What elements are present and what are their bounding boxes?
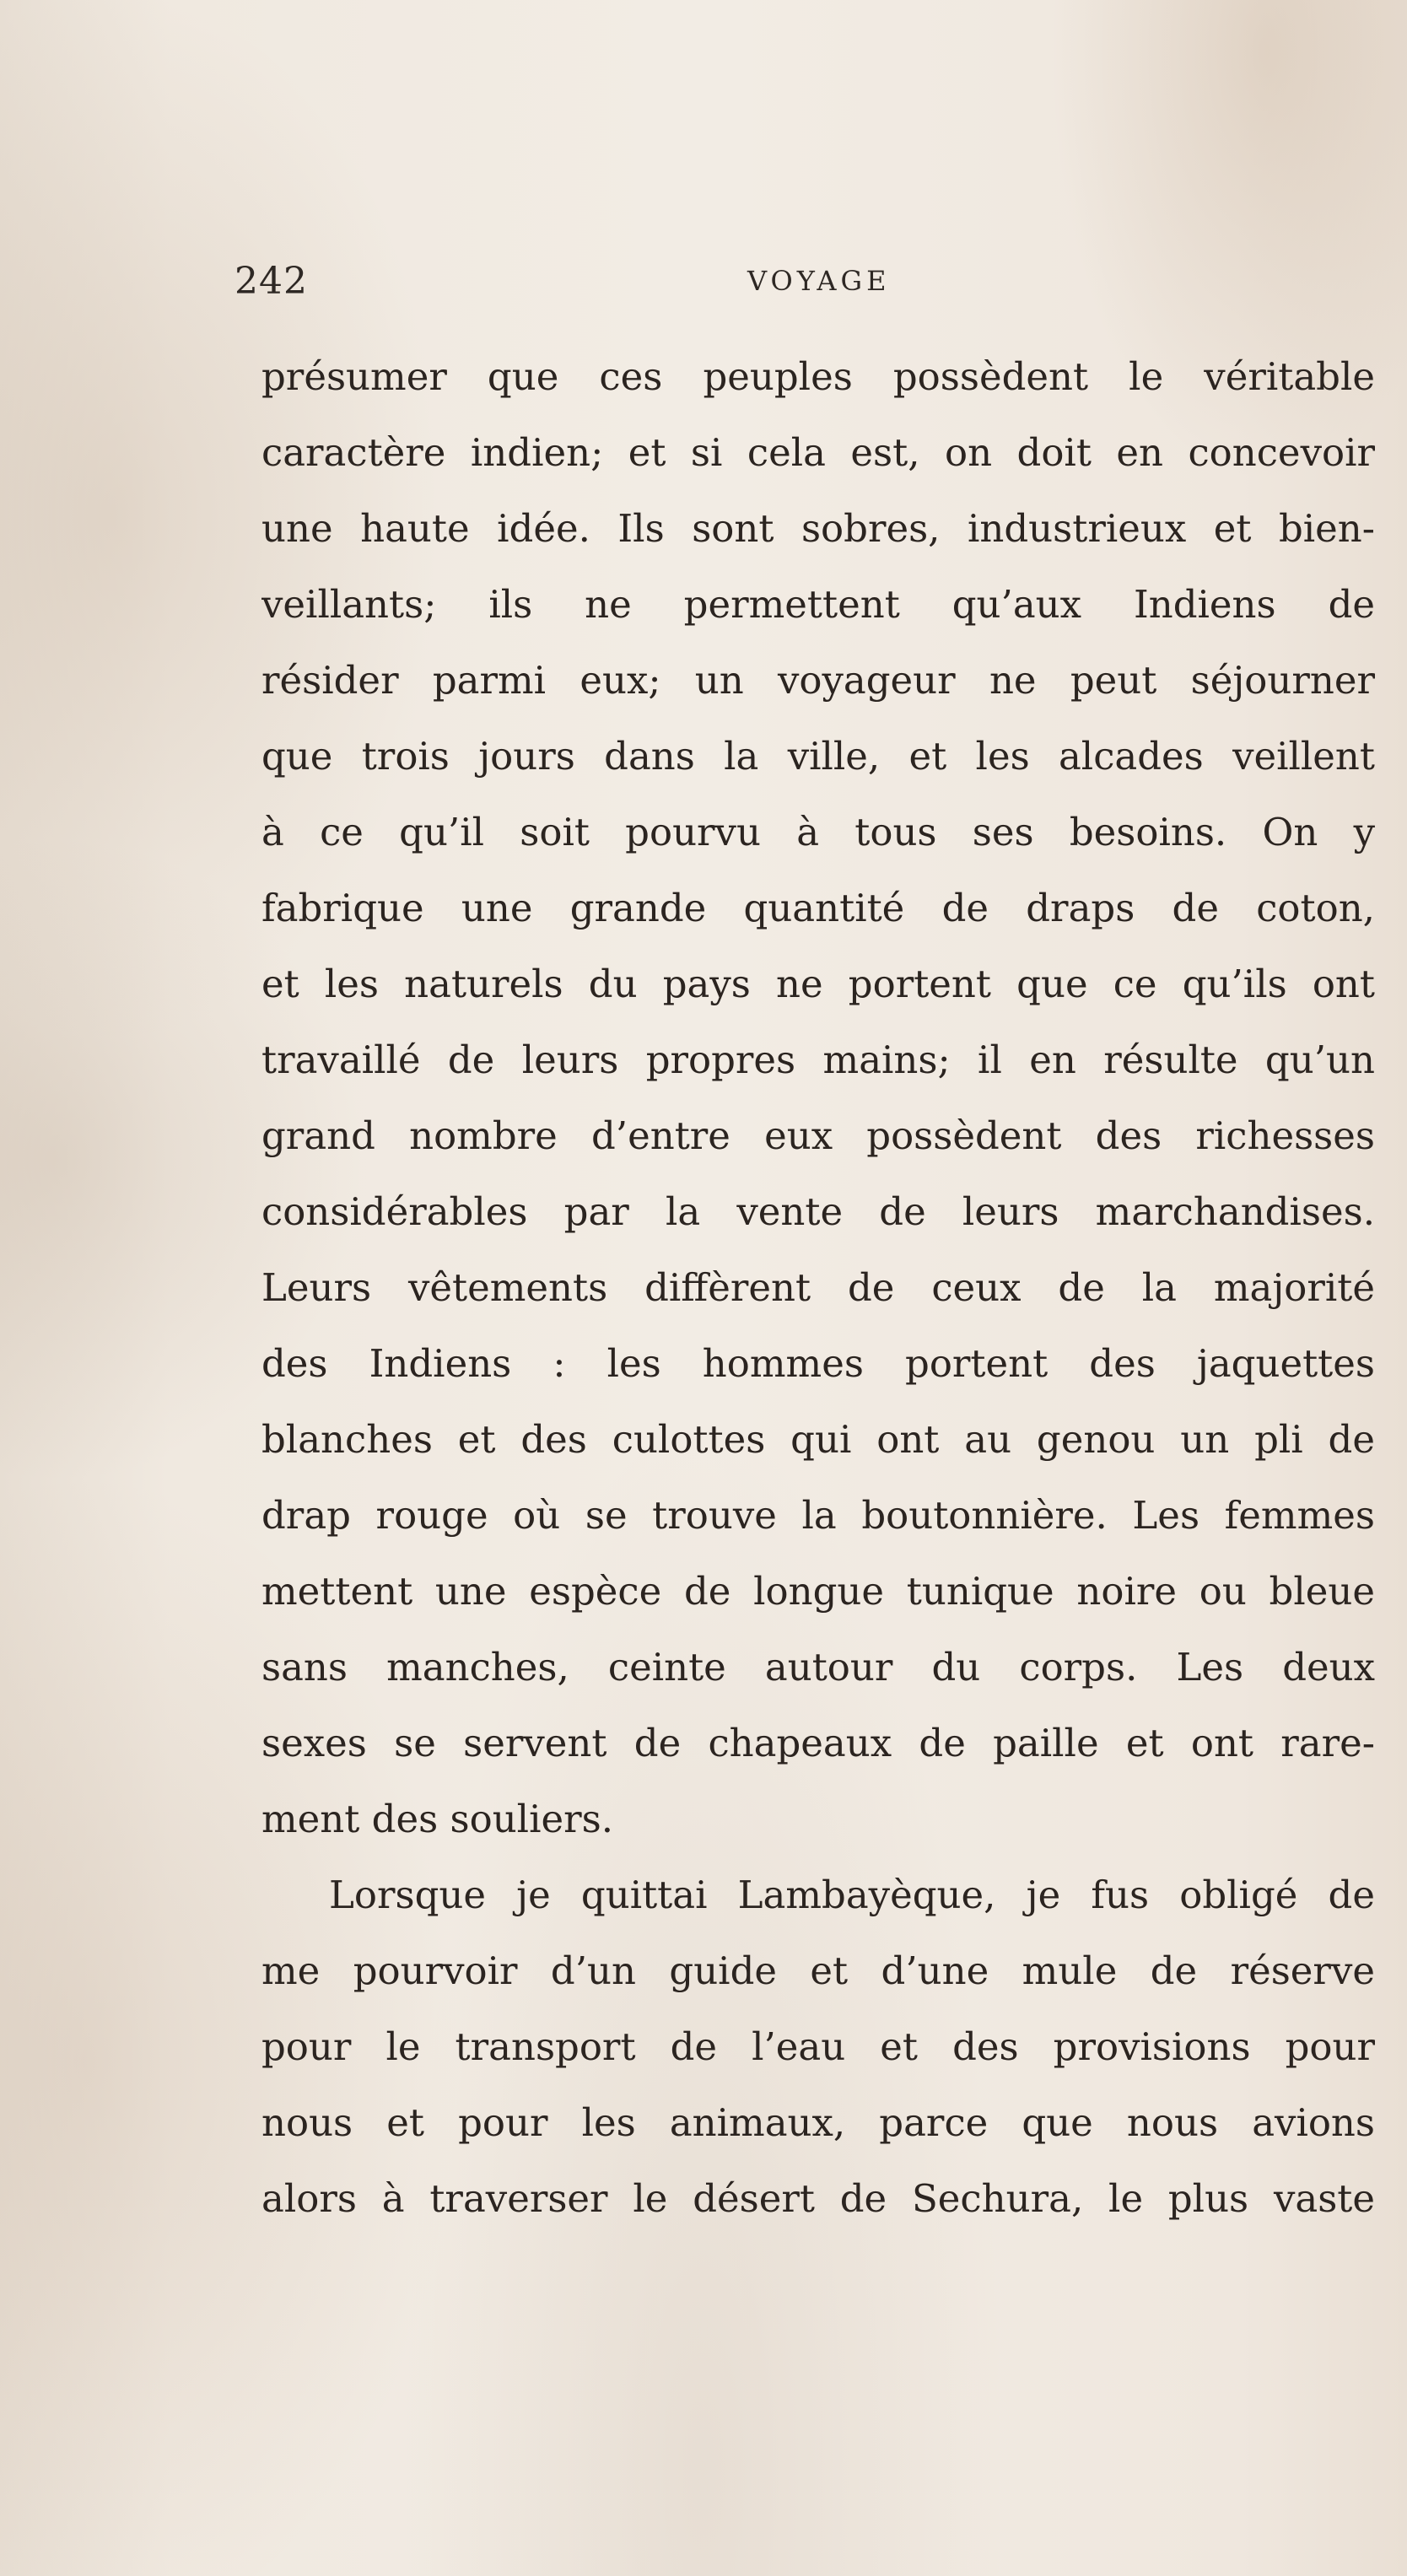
text-line: Lorsque je quittai Lambayèque, je fus obligé de [329,1873,1375,1917]
text-line: veillants; ils ne permettent qu’aux Indiens de [261,582,1375,627]
text-line: blanches et des culottes qui ont au genou un pli de [261,1417,1375,1462]
page-number: 242 [234,260,308,303]
text-line: des Indiens : les hommes portent des jaquettes [261,1341,1375,1386]
text-line: ment des souliers. [261,1797,613,1841]
text-line: et les naturels du pays ne portent que ce qu’ils ont [261,962,1375,1006]
text-line: sans manches, ceinte autour du corps. Les deux [261,1645,1375,1689]
body-text [261,339,1375,2237]
text-line: alors à traverser le désert de Sechura, le plus vaste [261,2176,1375,2221]
text-line: présumer que ces peuples possèdent le véritable [261,354,1375,399]
text-line: que trois jours dans la ville, et les alcades veillent [261,734,1375,779]
running-head [234,260,1162,310]
text-line: mettent une espèce de longue tunique noire ou bleue [261,1569,1375,1614]
text-line: me pourvoir d’un guide et d’une mule de réserve [261,1948,1375,1993]
text-line: pour le transport de l’eau et des provisions pour [261,2024,1375,2069]
text-line: drap rouge où se trouve la boutonnière. Les femmes [261,1493,1375,1538]
text-line: considérables par la vente de leurs marchandises. [261,1189,1375,1234]
text-line: caractère indien; et si cela est, on doit en concevoir [261,430,1375,475]
text-line: résider parmi eux; un voyageur ne peut séjourner [261,658,1375,703]
text-line: sexes se servent de chapeaux de paille et ont rare- [261,1721,1375,1765]
text-line: fabrique une grande quantité de draps de coton, [261,886,1375,930]
text-line: travaillé de leurs propres mains; il en résulte qu’un [261,1037,1375,1082]
text-line: une haute idée. Ils sont sobres, industrieux et bien- [261,506,1375,551]
running-title: VOYAGE [747,265,891,297]
text-line: grand nombre d’entre eux possèdent des richesses [261,1113,1375,1158]
paragraph-2 [261,1857,1375,2237]
text-line: à ce qu’il soit pourvu à tous ses besoins. On y [261,810,1375,854]
text-line: Leurs vêtements diffèrent de ceux de la majorité [261,1265,1375,1310]
paragraph-1 [261,339,1375,1857]
text-line: nous et pour les animaux, parce que nous avions [261,2100,1375,2145]
